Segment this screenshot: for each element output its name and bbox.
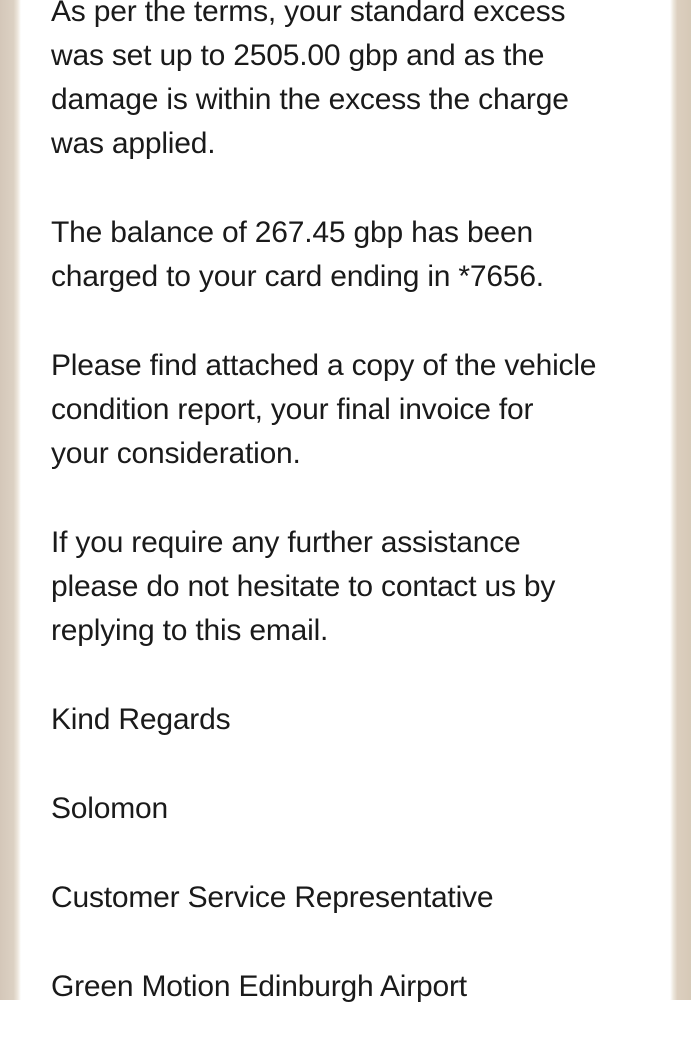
text-line: your consideration. <box>51 437 301 470</box>
app-background-right-edge <box>670 0 691 1000</box>
text-line: The balance of 267.45 gbp has been <box>51 216 533 249</box>
app-background-left-edge <box>0 0 21 1000</box>
signature-name <box>51 787 669 831</box>
paragraph-balance-charged <box>51 211 669 299</box>
signature-company <box>51 965 669 1009</box>
text-line: damage is within the excess the charge <box>51 83 569 116</box>
text-line: condition report, your final invoice for <box>51 393 534 426</box>
text-line: was set up to 2505.00 gbp and as the <box>51 39 545 72</box>
paragraph-attachments <box>51 344 669 476</box>
signature-closing <box>51 698 669 742</box>
text-line: Green Motion Edinburgh Airport <box>51 970 467 1003</box>
text-line: If you require any further assistance <box>51 526 521 559</box>
text-line: Customer Service Representative <box>51 881 494 914</box>
text-line: replying to this email. <box>51 614 329 647</box>
text-line: As per the terms, your standard excess <box>51 0 566 28</box>
text-line: please do not hesitate to contact us by <box>51 570 556 603</box>
email-body[interactable] <box>51 0 669 1054</box>
text-line: Solomon <box>51 792 169 825</box>
text-line: charged to your card ending in *7656. <box>51 260 544 293</box>
paragraph-excess-terms <box>51 0 669 166</box>
signature-role <box>51 876 669 920</box>
text-line: was applied. <box>51 127 216 160</box>
text-line: Kind Regards <box>51 703 231 736</box>
paragraph-further-assistance <box>51 521 669 653</box>
text-line: Please find attached a copy of the vehicle <box>51 349 597 382</box>
